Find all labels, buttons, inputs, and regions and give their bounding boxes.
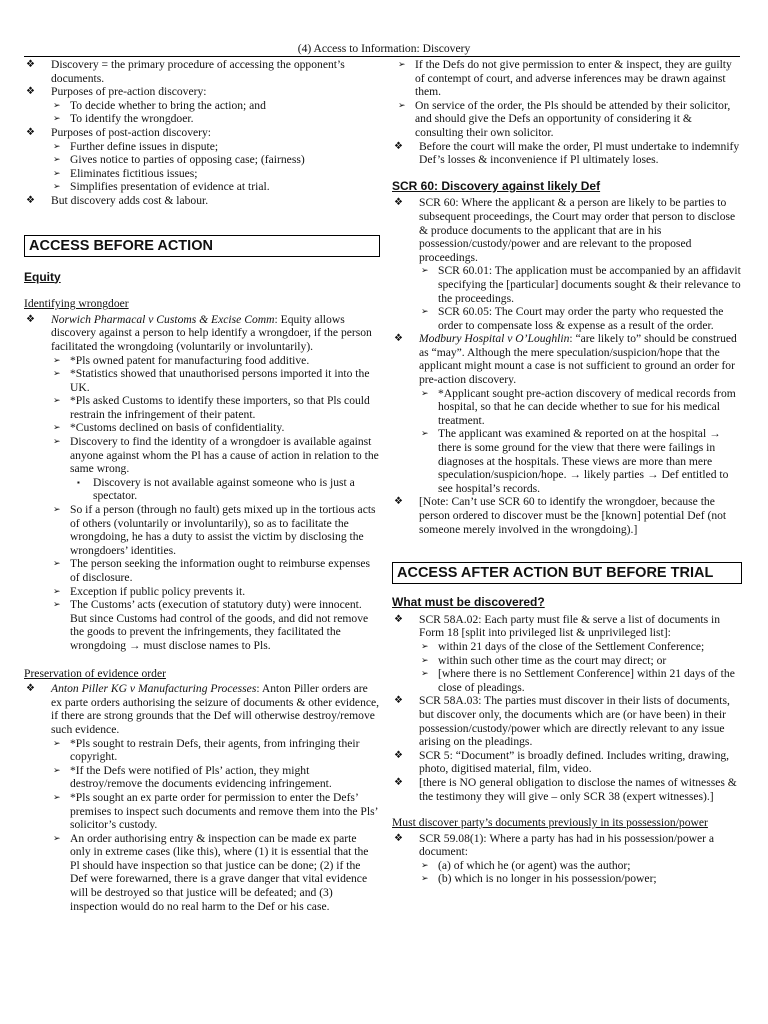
intro-discovery: Discovery = the primary procedure of accessing the opponent’s documents. xyxy=(51,58,345,85)
bullet-arrow-icon: ➢ xyxy=(421,306,429,317)
list-item-text: within 21 days of the close of the Settlement Conference; xyxy=(438,639,705,653)
bullet-arrow-icon: ➢ xyxy=(53,154,61,165)
list-item-text: SCR 60.01: The application must be accompanied by an affidavit specifying the [particular] documents sought & their relevance to the proceedings. xyxy=(438,264,741,305)
list-item xyxy=(415,872,742,886)
list-item xyxy=(392,613,742,695)
list-item xyxy=(47,394,380,421)
list-item xyxy=(47,180,380,194)
list-item xyxy=(24,126,380,194)
bullet-diamond-icon: ❖ xyxy=(26,313,35,325)
list-item xyxy=(392,58,742,99)
bullet-arrow-icon: ➢ xyxy=(53,558,61,569)
bullet-diamond-icon: ❖ xyxy=(394,695,403,707)
list-item xyxy=(70,476,380,503)
list-item xyxy=(392,694,742,748)
bullet-arrow-icon: ➢ xyxy=(53,422,61,433)
list-item-text: SCR 59.08(1): Where a party has had in his possession/power a document: xyxy=(419,831,715,859)
bullet-arrow-icon: ➢ xyxy=(53,368,61,379)
list-item xyxy=(47,598,380,652)
intro-list xyxy=(24,58,380,208)
bullet-arrow-icon: ➢ xyxy=(53,599,61,610)
list-item-text: But discovery adds cost & labour. xyxy=(51,193,209,207)
anton-cont-list xyxy=(392,58,742,140)
list-item xyxy=(392,332,742,495)
list-item-text: SCR 60: Where the applicant & a person are likely to be parties to subsequent proceedings, the Court may order that person to disclose & produce documents to the applicant that are in his possession/custody/power and are relevant to the proposed proceedings. xyxy=(419,196,736,264)
case-text: : “are likely to” should be construed as “may”. Although the mere speculation/suspicion/hope that the applicant might mount a case is not sufficient to ground an order for pre-action discovery. xyxy=(419,332,737,387)
list-item xyxy=(392,495,742,536)
left-column xyxy=(24,58,380,913)
list-item-text: The applicant was examined & reported on at the hospital → there is some ground for the view that there were failings in diagnoses at the hospitals. These views are more than mere speculation/suspicion/hope. → likely parties → Def entitled to see hospital’s records. xyxy=(438,427,729,495)
list-item-text: (a) of which he (or agent) was the author; xyxy=(438,858,631,872)
list-item-text: *Pls sought to restrain Defs, their agents, from infringing their copyright. xyxy=(70,736,360,764)
section-heading-access-before-action: ACCESS BEFORE ACTION xyxy=(24,235,380,257)
list-item-text: [Note: Can’t use SCR 60 to identify the wrongdoer, because the person ordered to discover must be the [known] potential Def (not someone merely involved in the wrongdoing).] xyxy=(419,495,727,536)
bullet-arrow-icon: ➢ xyxy=(53,167,61,178)
list-item xyxy=(47,354,380,368)
list-item xyxy=(47,764,380,791)
bullet-arrow-icon: ➢ xyxy=(53,737,61,748)
bullet-arrow-icon: ➢ xyxy=(53,99,61,110)
bullet-diamond-icon: ❖ xyxy=(394,613,403,625)
what-must-be-discovered-heading: What must be discovered? xyxy=(392,595,545,610)
bullet-diamond-icon: ❖ xyxy=(26,59,35,70)
bullet-diamond-icon: ❖ xyxy=(26,126,35,138)
bullet-diamond-icon: ❖ xyxy=(26,194,35,206)
case-name-norwich: Norwich Pharmacal v Customs & Excise Comm xyxy=(51,312,275,326)
bullet-arrow-icon: ➢ xyxy=(421,265,429,276)
list-item-text: Before the court will make the order, Pl must undertake to indemnify Def’s losses & inconvenience if Pl ultimately loses. xyxy=(419,139,740,167)
list-item xyxy=(47,112,380,126)
list-item xyxy=(24,313,380,653)
bullet-arrow-icon: ➢ xyxy=(398,59,406,69)
header-rule xyxy=(24,56,740,57)
bullet-diamond-icon: ❖ xyxy=(394,832,403,844)
intro-post-action: Purposes of post-action discovery: xyxy=(51,125,212,139)
list-item-text: *Applicant sought pre-action discovery of medical records from hospital, so that he can decide whether to sue for his medical treatment. xyxy=(438,386,736,427)
anton-list xyxy=(24,682,380,913)
bullet-arrow-icon: ➢ xyxy=(421,873,429,884)
bullet-arrow-icon: ➢ xyxy=(53,395,61,406)
what-list xyxy=(392,613,742,803)
list-item xyxy=(47,503,380,557)
list-item xyxy=(47,585,380,599)
bullet-arrow-icon: ➢ xyxy=(398,99,406,110)
list-item xyxy=(415,427,742,495)
list-item-text: Exception if public policy prevents it. xyxy=(70,584,246,598)
case-name-modbury: Modbury Hospital v O’Loughlin xyxy=(419,332,570,346)
bullet-arrow-icon: ➢ xyxy=(53,832,61,843)
list-item xyxy=(47,737,380,764)
list-item xyxy=(392,99,742,140)
list-item-text: Eliminates fictitious issues; xyxy=(70,166,198,180)
bullet-diamond-icon: ❖ xyxy=(26,86,35,98)
list-item-text: On service of the order, the Pls should be attended by their solicitor, and should give the Defs an opportunity of considering it & consulting their own solicitor. xyxy=(415,98,731,139)
list-item xyxy=(47,557,380,584)
list-item xyxy=(47,140,380,154)
list-item xyxy=(47,832,380,914)
list-item xyxy=(24,194,380,208)
list-item-text: within such other time as the court may direct; or xyxy=(438,653,667,667)
list-item-text: SCR 5: “Document” is broadly defined. Includes writing, drawing, photo, digitised material, film, video. xyxy=(419,748,730,776)
scr60-heading: SCR 60: Discovery against likely Def xyxy=(392,178,601,193)
intro-pre-action: Purposes of pre-action discovery: xyxy=(51,85,207,99)
list-item-text: Discovery is not available against someone who is just a spectator. xyxy=(93,475,355,503)
list-item xyxy=(47,167,380,181)
bullet-arrow-icon: ➢ xyxy=(53,354,61,365)
list-item xyxy=(47,99,380,113)
list-item-text: So if a person (through no fault) gets mixed up in the tortious acts of others (voluntarily or involuntarily), so as to facilitate the wrongdoing, he has a duty to assist the victim by disclosing the wrongdoers’ identities. xyxy=(70,503,376,557)
list-item xyxy=(24,58,380,85)
list-item-text: The Customs’ acts (execution of statutory duty) were innocent. But since Customs had control of the goods, and did not remove the goods to prevent the infringements, they facilitated the wrongdoing → must disclose names to Pls. xyxy=(70,598,369,652)
case-text: : Anton Piller orders are ex parte orders authorising the seizure of documents & other evidence, if there are strong grounds that the Def will otherwise destroy/remove such evidence. xyxy=(51,682,380,736)
list-item xyxy=(47,421,380,435)
list-item-text: Discovery to find the identity of a wrongdoer is available against anyone against whom the Pl has a cause of action in relation to the same wrong. xyxy=(70,435,379,476)
bullet-arrow-icon: ➢ xyxy=(421,428,429,439)
bullet-arrow-icon: ➢ xyxy=(53,585,61,596)
page-title: (4) Access to Information: Discovery xyxy=(297,42,471,55)
bullet-diamond-icon: ❖ xyxy=(394,749,403,761)
identifying-wrongdoer-heading: Identifying wrongdoer xyxy=(24,297,129,311)
list-item xyxy=(47,435,380,503)
list-item xyxy=(47,791,380,832)
bullet-arrow-icon: ➢ xyxy=(421,668,429,679)
list-item-text: *Pls owned patent for manufacturing food additive. xyxy=(70,353,310,367)
list-item xyxy=(47,153,380,167)
list-item xyxy=(392,140,742,167)
list-item-text: SCR 60.05: The Court may order the party who requested the order to compensate loss & expense as a result of the order. xyxy=(438,305,724,332)
bullet-arrow-icon: ➢ xyxy=(53,113,61,124)
list-item-text: Gives notice to parties of opposing case; (fairness) xyxy=(70,153,305,167)
list-item-text: *Pls asked Customs to identify these importers, so that Pls could restrain the infringement of their patent. xyxy=(70,394,370,421)
list-item xyxy=(415,387,742,428)
list-item-text: If the Defs do not give permission to enter & inspect, they are guilty of contempt of court, and adverse inferences may be drawn against them. xyxy=(415,58,732,99)
list-item-text: (b) which is no longer in his possession/power; xyxy=(438,872,657,886)
bullet-arrow-icon: ➢ xyxy=(421,654,429,665)
list-item xyxy=(24,682,380,913)
list-item-text: *Statistics showed that unauthorised persons imported it into the UK. xyxy=(70,367,370,394)
section-heading-access-after-action: ACCESS AFTER ACTION BUT BEFORE TRIAL xyxy=(392,562,742,584)
bullet-arrow-icon: ➢ xyxy=(53,436,61,447)
bullet-diamond-icon: ❖ xyxy=(394,776,403,788)
list-item-text: *Customs declined on basis of confidentiality. xyxy=(70,421,285,435)
norwich-list xyxy=(24,313,380,653)
case-name-anton-piller: Anton Piller KG v Manufacturing Processes xyxy=(51,682,257,696)
scr5908-list xyxy=(392,832,742,886)
right-column xyxy=(392,58,742,886)
bullet-arrow-icon: ➢ xyxy=(421,859,429,870)
bullet-diamond-icon: ❖ xyxy=(394,197,403,209)
list-item-text: SCR 58A.03: The parties must discover in their lists of documents, but discover only, the documents which are (or have been) in their possession/custody/power which are directly relevant to any issue arising on the pleadings. xyxy=(419,694,730,749)
list-item xyxy=(392,749,742,776)
list-item-text: *Pls sought an ex parte order for permission to enter the Defs’ premises to inspect such documents and remove them into the Pls’ solicitor’s custody. xyxy=(70,790,378,832)
before-court-list xyxy=(392,140,742,167)
previously-possessed-heading: Must discover party’s documents previously in its possession/power xyxy=(392,816,708,830)
list-item-text: SCR 58A.02: Each party must file & serve a list of documents in Form 18 [split into privileged list & unprivileged list]: xyxy=(419,612,721,640)
bullet-arrow-icon: ➢ xyxy=(53,140,61,151)
equity-heading: Equity xyxy=(24,269,61,284)
list-item-text: To identify the wrongdoer. xyxy=(70,112,194,126)
list-item-text: To decide whether to bring the action; and xyxy=(70,98,266,112)
bullet-diamond-icon: ❖ xyxy=(394,140,403,152)
bullet-arrow-icon: ➢ xyxy=(421,387,429,398)
bullet-square-icon: ▪ xyxy=(77,477,80,487)
list-item xyxy=(24,85,380,126)
list-item xyxy=(392,196,742,332)
list-item xyxy=(415,859,742,873)
bullet-diamond-icon: ❖ xyxy=(26,683,35,695)
list-item xyxy=(415,640,742,654)
bullet-arrow-icon: ➢ xyxy=(53,764,61,775)
preservation-heading: Preservation of evidence order xyxy=(24,666,166,680)
bullet-arrow-icon: ➢ xyxy=(53,181,61,192)
list-item xyxy=(415,264,742,305)
bullet-arrow-icon: ➢ xyxy=(421,640,429,651)
list-item xyxy=(392,776,742,803)
bullet-diamond-icon: ❖ xyxy=(394,333,403,345)
list-item-text: The person seeking the information ought to reimburse expenses of disclosure. xyxy=(70,557,371,584)
bullet-diamond-icon: ❖ xyxy=(394,496,403,508)
list-item-text: Simplifies presentation of evidence at trial. xyxy=(70,180,270,194)
scr60-list xyxy=(392,196,742,536)
case-text: : Equity allows discovery against a person to help identify a wrongdoer, if the person facilitated the wrongdoing (voluntarily or involuntarily). xyxy=(51,312,372,353)
list-item xyxy=(415,667,742,694)
list-item-text: *If the Defs were notified of Pls’ action, they might destroy/remove the documents evidencing infringement. xyxy=(70,763,332,791)
list-item xyxy=(415,654,742,668)
list-item xyxy=(392,832,742,886)
list-item xyxy=(47,367,380,394)
list-item-text: [where there is no Settlement Conference] within 21 days of the close of pleadings. xyxy=(438,667,735,694)
list-item xyxy=(415,305,742,332)
bullet-arrow-icon: ➢ xyxy=(53,504,61,515)
list-item-text: An order authorising entry & inspection can be made ex parte only in extreme cases (like this), where (1) it is essential that the Pl should have inspection so that justice can be done; (2) if the Def were forewarned, there is a grave danger that vital evidence will be destroyed so that justice will be defeated; and (3) inspection would do no real harm to the Def or his case. xyxy=(70,831,369,913)
list-item-text: [there is NO general obligation to disclose the names of witnesses & the testimony they will give – only SCR 38 (expert witnesses).] xyxy=(419,775,737,803)
list-item-text: Further define issues in dispute; xyxy=(70,139,219,153)
bullet-arrow-icon: ➢ xyxy=(53,791,61,802)
